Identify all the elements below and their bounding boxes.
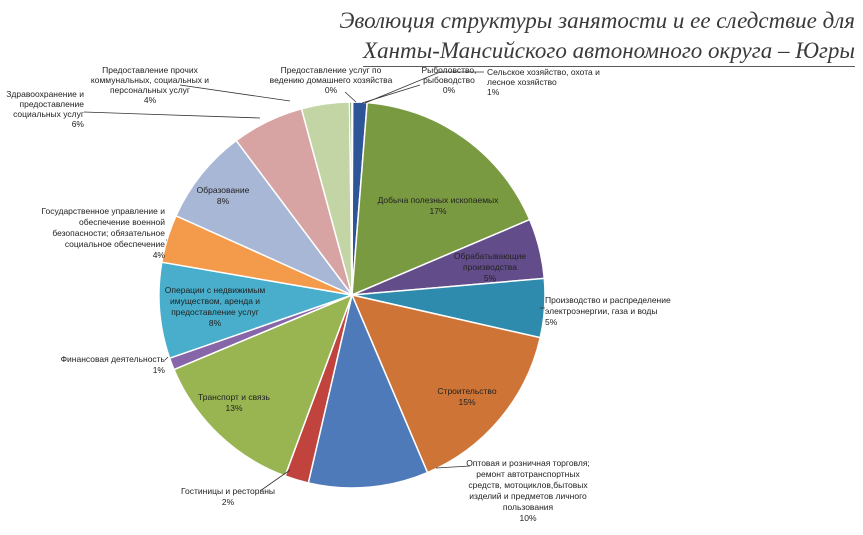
pie-slice-16 (352, 102, 353, 295)
slice-label-13: Здравоохранение и предоставление социальных услуг 6% (6, 89, 84, 129)
slice-label-4: Производство и распределение электроэнергии, газа и воды 5% (545, 295, 671, 327)
slice-label-16: Рыболовство, рыбоводство 0% (421, 65, 477, 95)
slice-label-11: Государственное управление и обеспечение военной безопасности; обязательное социальное обеспечение 4% (41, 206, 165, 260)
leader-line-15 (345, 92, 356, 102)
slice-label-2: Добыча полезных ископаемых 17% (377, 195, 499, 216)
slice-label-15: Предоставление услуг по ведению домашнего хозяйства 0% (269, 65, 393, 95)
slice-label-12: Образование 8% (196, 185, 250, 206)
slice-label-5: Строительство 15% (437, 386, 497, 407)
slice-label-7: Гостиницы и рестораны 2% (180, 486, 276, 507)
leader-line-14 (180, 85, 290, 101)
slice-label-9: Финансовая деятельность 1% (60, 354, 165, 375)
leader-line-16 (362, 85, 420, 103)
slice-label-8: Транспорт и связь 13% (198, 392, 270, 413)
chart-title-line-2: Ханты-Мансийского автономного округа – Югры (363, 36, 855, 67)
slice-label-14: Предоставление прочих коммунальных, социальных и персональных услуг 4% (90, 65, 210, 105)
leader-line-13 (84, 112, 260, 118)
slice-label-10: Операции с недвижимым имуществом, аренда и предоставление услуг 8% (164, 285, 266, 328)
leader-line-9 (165, 357, 168, 360)
slice-label-6: Оптовая и розничная торговля; ремонт автотранспортных средств, мотоциклов,бытовых изделий и предметов личного пользования 10% (466, 458, 590, 523)
slice-label-3: Обрабатывающие производства 5% (453, 251, 527, 283)
chart-title-line-1: Эволюция структуры занятости и ее следствие для (339, 8, 855, 33)
pie-slices (159, 102, 545, 488)
slice-label-1: Сельское хозяйство, охота и лесное хозяйство 1% (487, 67, 600, 97)
